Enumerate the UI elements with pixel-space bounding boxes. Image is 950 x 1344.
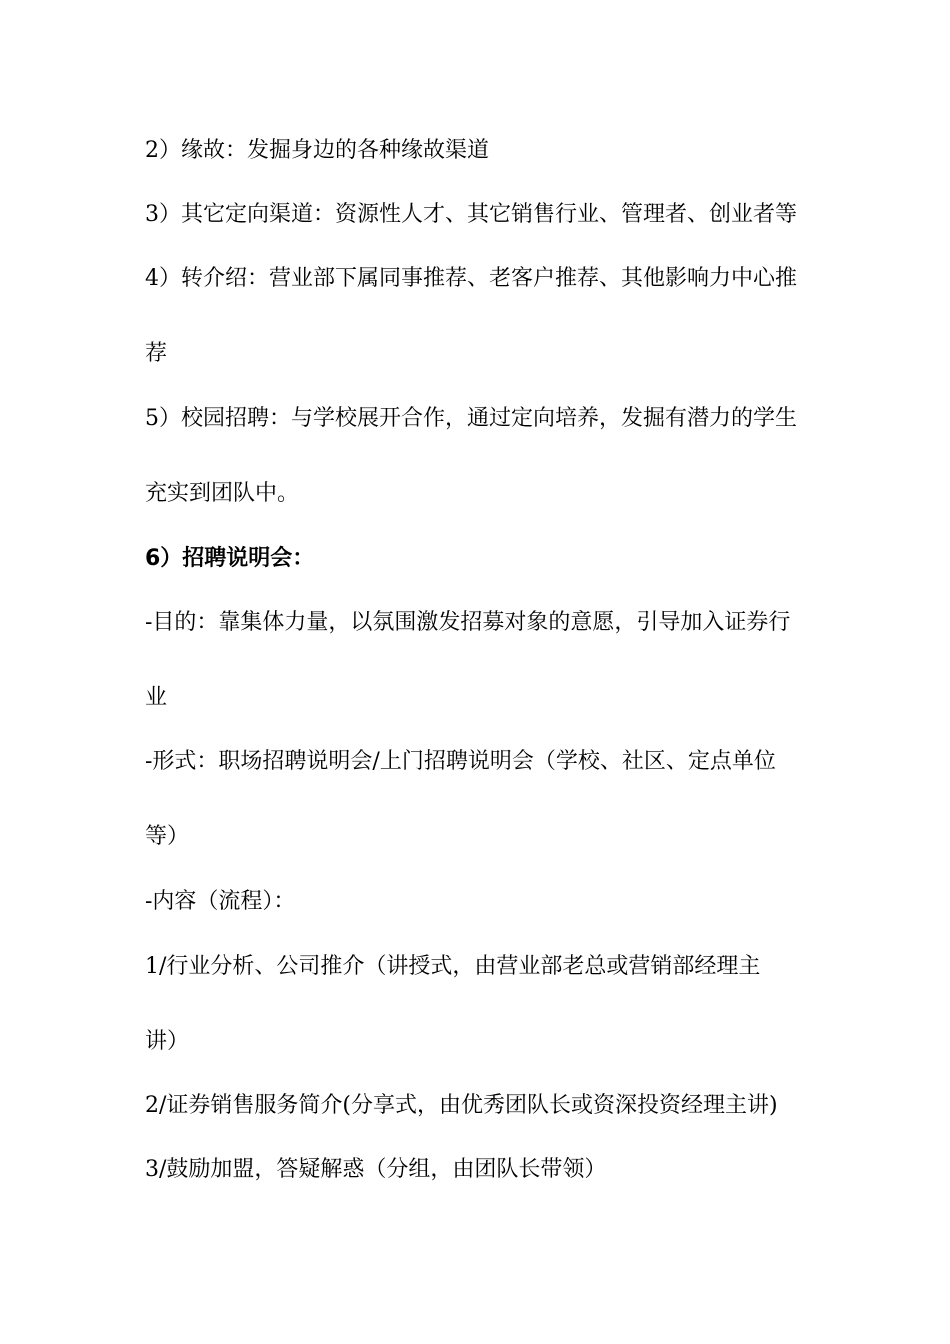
text-line-channel-other: 3）其它定向渠道：资源性人才、其它销售行业、管理者、创业者等 — [145, 202, 797, 227]
text-line-seminar-format: -形式：职场招聘说明会/上门招聘说明会（学校、社区、定点单位 — [145, 749, 776, 774]
section-heading-recruitment-seminar: 6）招聘说明会： — [145, 546, 315, 571]
text-line-seminar-format-cont: 等） — [145, 824, 190, 849]
text-line-content-step-1: 1/行业分析、公司推介（讲授式，由营业部老总或营销部经理主 — [145, 954, 761, 979]
text-line-channel-campus-cont: 充实到团队中。 — [145, 481, 300, 506]
text-line-seminar-purpose-cont: 业 — [145, 685, 168, 710]
text-line-content-step-3: 3/鼓励加盟，答疑解惑（分组，由团队长带领） — [145, 1157, 607, 1182]
text-line-channel-campus: 5）校园招聘：与学校展开合作，通过定向培养，发掘有潜力的学生 — [145, 406, 797, 431]
text-line-content-step-2: 2/证券销售服务简介(分享式，由优秀团队长或资深投资经理主讲) — [145, 1093, 778, 1118]
text-line-seminar-content: -内容（流程）： — [145, 889, 296, 914]
text-line-channel-referral-cont: 荐 — [145, 341, 168, 366]
text-line-channel-acquaintance: 2）缘故：发掘身边的各种缘故渠道 — [145, 138, 489, 163]
text-line-content-step-1-cont: 讲） — [145, 1029, 190, 1054]
text-line-seminar-purpose: -目的：靠集体力量，以氛围激发招募对象的意愿，引导加入证券行 — [145, 610, 791, 635]
text-line-channel-referral: 4）转介绍：营业部下属同事推荐、老客户推荐、其他影响力中心推 — [145, 266, 797, 291]
